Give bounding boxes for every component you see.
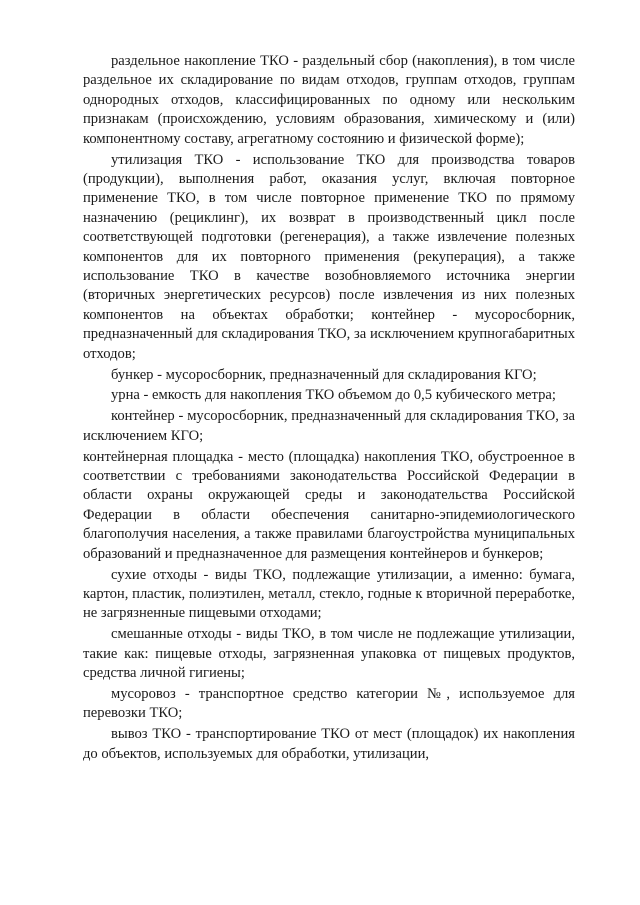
paragraph-mixed-waste: смешанные отходы - виды ТКО, в том числе не подлежащие утилизации, такие как: пищевые отходы, загрязненная упаковка от пищевых продуктов, средства личной гигиены; bbox=[83, 626, 575, 682]
paragraph-container-site: контейнерная площадка - место (площадка) накопления ТКО, обустроенное в соответствии с требованиями законодательства Российской Федерации в области охраны окружающей среды и законодательства Российской Федерации в области обеспечения санитарно-эпидемиологического благополучия населения, а также правилами благоустройства муниципальных образований и предназначенное для размещения контейнеров и бункеров; bbox=[83, 448, 575, 562]
paragraph-utilization: утилизация ТКО - использование ТКО для производства товаров (продукции), выполнения работ, оказания услуг, включая повторное применение ТКО, в том числе повторное применение ТКО по прямому назначению (рециклинг), их возврат в производственный цикл после соответствующей подготовки (регенерация), а также извлечение полезных компонентов для их повторного применения (рекуперация), а также использование ТКО в качестве возобновляемого источника энергии (вторичных энергетических ресурсов) после извлечения из них полезных компонентов на объектах обработки; контейнер - мусоросборник, предназначенный для складирования ТКО, за исключением крупногабаритных отходов; bbox=[83, 151, 575, 362]
paragraph-bunker: бункер - мусоросборник, предназначенный для складирования КГО; bbox=[111, 366, 537, 383]
paragraph-garbage-truck: мусоровоз - транспортное средство категории №, используемое для перевозки ТКО; bbox=[83, 686, 575, 722]
document-body bbox=[83, 52, 575, 766]
paragraph-separate-accumulation: раздельное накопление ТКО - раздельный сбор (накопления), в том числе раздельное их складирование по видам отходов, группам отходов, группам однородных отходов, классифицированных по одному или нескольким признакам (происхождению, условиям образования, химическому и (или) компонентному составу, агрегатному состоянию и физической форме); bbox=[83, 53, 575, 147]
paragraph-container: контейнер - мусоросборник, предназначенный для складирования ТКО, за исключением КГО; bbox=[83, 408, 575, 444]
paragraph-removal: вывоз ТКО - транспортирование ТКО от мест (площадок) их накопления до объектов, используемых для обработки, утилизации, bbox=[83, 726, 575, 762]
paragraph-dry-waste: сухие отходы - виды ТКО, подлежащие утилизации, а именно: бумага, картон, пластик, полиэтилен, металл, стекло, годные к вторичной переработке, не загрязненные пищевыми отходами; bbox=[83, 566, 575, 622]
paragraph-urn: урна - емкость для накопления ТКО объемом до 0,5 кубического метра; bbox=[111, 387, 556, 404]
